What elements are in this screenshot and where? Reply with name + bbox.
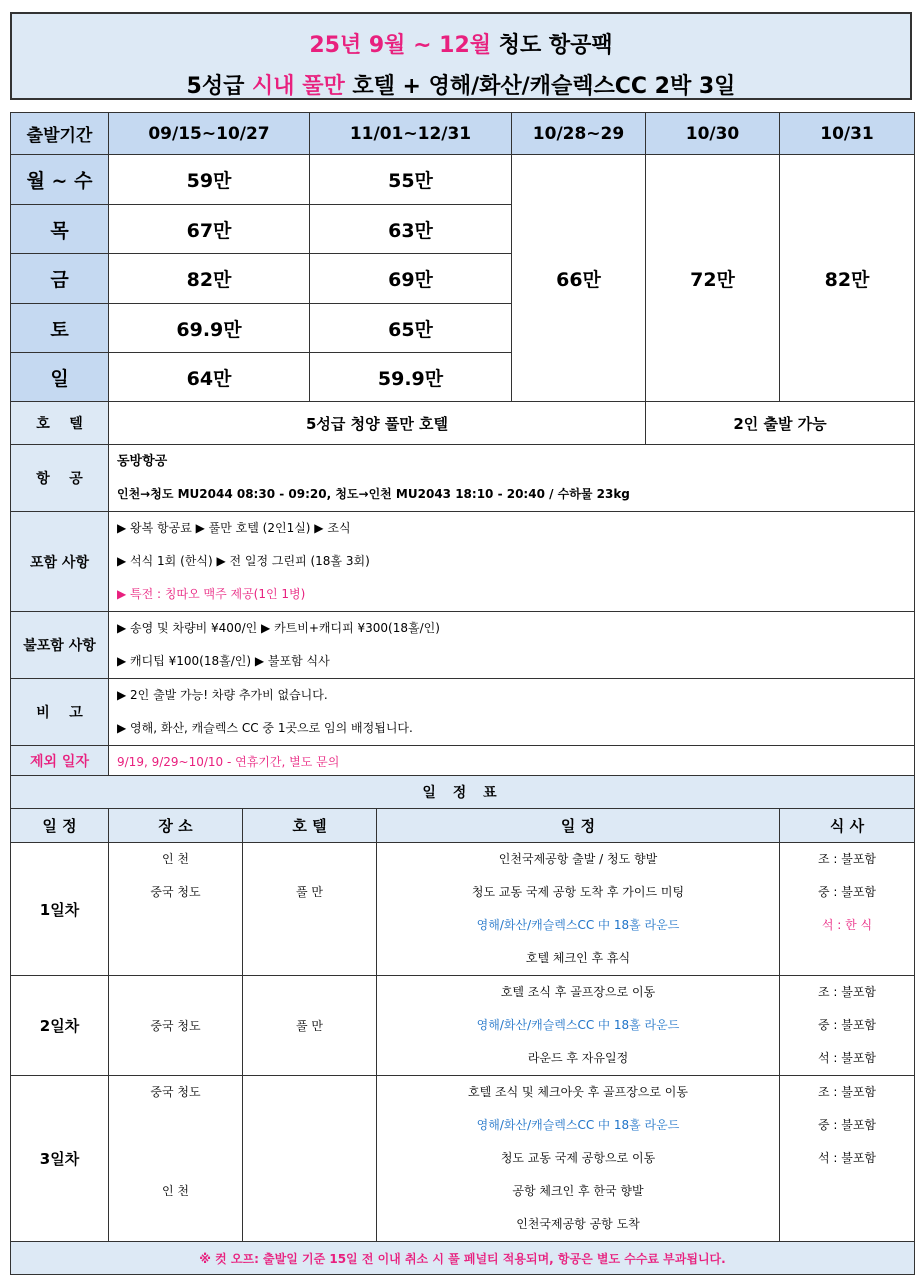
day2-meals xyxy=(780,976,915,1076)
cutoff-notice: ※ 컷 오프: 출발일 기준 15일 전 이내 취소 시 풀 페널티 적용되며, 항공은 별도 수수료 부과됩니다. xyxy=(11,1242,915,1275)
price-cell: 82만 xyxy=(109,254,310,304)
title-rest: 호텔 + 영해/화산/캐슬렉스CC 2박 3일 xyxy=(344,74,736,99)
day3-items xyxy=(377,1076,780,1242)
day1-hotel-cell xyxy=(243,843,377,976)
price-info-table xyxy=(10,112,915,777)
day-label: 목 xyxy=(11,205,109,254)
period-header: 10/28~29 xyxy=(512,113,646,155)
day-label: 금 xyxy=(11,254,109,304)
day-label: 일 xyxy=(11,353,109,402)
price-cell: 63만 xyxy=(310,205,512,254)
period-corner: 출발기간 xyxy=(11,113,109,155)
day2-hotel: 풀 만 xyxy=(243,976,377,1076)
price-cell: 59만 xyxy=(109,155,310,205)
title-line-1 xyxy=(12,28,910,59)
flight-label: 항 공 xyxy=(11,445,109,512)
schedule-header: 일 정 xyxy=(11,809,109,843)
price-cell: 65만 xyxy=(310,304,512,353)
itinerary-item: 라운드 후 자유일정 xyxy=(527,1051,629,1065)
period-header: 10/31 xyxy=(780,113,915,155)
title-hotel-highlight: 시내 풀만 xyxy=(252,74,345,99)
period-header: 10/30 xyxy=(646,113,780,155)
day3-hotel-cell xyxy=(243,1076,377,1242)
meal: 조 : 불포함 xyxy=(817,852,877,866)
itinerary-item: 호텔 체크인 후 휴식 xyxy=(525,951,631,965)
place: 중국 청도 xyxy=(150,1085,201,1099)
schedule-header: 호 텔 xyxy=(243,809,377,843)
remarks-line: ▶ 2인 출발 가능! 차량 추가비 없습니다. xyxy=(117,688,328,702)
title-banner xyxy=(10,12,912,100)
schedule-table xyxy=(10,775,915,1275)
place: 인 천 xyxy=(162,1184,189,1198)
excluded-line: ▶ 송영 및 차량비 ¥400/인 ▶ 카트비+캐디피 ¥300(18홀/인) xyxy=(117,621,440,635)
price-cell: 59.9만 xyxy=(310,353,512,402)
itinerary-item: 호텔 조식 후 골프장으로 이동 xyxy=(500,985,656,999)
title-grade: 5성급 xyxy=(186,74,253,99)
hotel-value: 5성급 청양 풀만 호텔 xyxy=(109,402,646,445)
meal: 조 : 불포함 xyxy=(817,985,877,999)
day3-places xyxy=(109,1076,243,1242)
day1-places xyxy=(109,843,243,976)
flight-detail: 인천→청도 MU2044 08:30 - 09:20, 청도→인천 MU2043 18:10 - 20:40 / 수하물 23kg xyxy=(117,487,630,501)
price-cell: 82만 xyxy=(780,155,915,402)
excluded-label: 불포함 사항 xyxy=(11,612,109,679)
schedule-header: 일 정 xyxy=(377,809,780,843)
schedule-header: 식 사 xyxy=(780,809,915,843)
price-cell: 69.9만 xyxy=(109,304,310,353)
day3-meals xyxy=(780,1076,915,1242)
flight-info xyxy=(109,445,915,512)
hotel-note: 2인 출발 가능 xyxy=(646,402,915,445)
price-cell: 55만 xyxy=(310,155,512,205)
place: 인 천 xyxy=(162,852,189,866)
schedule-header: 장 소 xyxy=(109,809,243,843)
included-label: 포함 사항 xyxy=(11,512,109,612)
period-header: 09/15~10/27 xyxy=(109,113,310,155)
schedule-title: 일 정 표 xyxy=(11,776,915,809)
day1-label: 1일차 xyxy=(11,843,109,976)
included-special: ▶ 특전 : 칭따오 맥주 제공(1인 1병) xyxy=(117,587,306,601)
price-cell: 64만 xyxy=(109,353,310,402)
airline-name: 동방항공 xyxy=(117,454,168,469)
period-header: 11/01~12/31 xyxy=(310,113,512,155)
day1-items xyxy=(377,843,780,976)
meal: 중 : 불포함 xyxy=(817,1018,877,1032)
meal: 조 : 불포함 xyxy=(817,1085,877,1099)
itinerary-item: 청도 교동 국제 공항으로 이동 xyxy=(500,1151,656,1165)
day1-meals xyxy=(780,843,915,976)
included-line: ▶ 왕복 항공료 ▶ 풀만 호텔 (2인1실) ▶ 조식 xyxy=(117,521,351,535)
price-cell: 69만 xyxy=(310,254,512,304)
itinerary-item-golf: 영해/화산/캐슬렉스CC 中 18홀 라운드 xyxy=(476,918,680,932)
remarks-info xyxy=(109,679,915,746)
day-label: 월 ~ 수 xyxy=(11,155,109,205)
hotel-name: 풀 만 xyxy=(296,885,323,899)
meal: 중 : 불포함 xyxy=(817,1118,877,1132)
included-info xyxy=(109,512,915,612)
price-cell: 66만 xyxy=(512,155,646,402)
day3-label: 3일차 xyxy=(11,1076,109,1242)
title-period: 25년 9월 ~ 12월 xyxy=(309,33,492,58)
itinerary-item: 인천국제공항 출발 / 청도 향발 xyxy=(498,852,658,866)
price-cell: 67만 xyxy=(109,205,310,254)
price-cell: 72만 xyxy=(646,155,780,402)
remarks-line: ▶ 영해, 화산, 캐슬렉스 CC 중 1곳으로 임의 배정됩니다. xyxy=(117,721,413,735)
day2-place: 중국 청도 xyxy=(109,976,243,1076)
meal: 석 : 불포함 xyxy=(817,1051,877,1065)
itinerary-item-golf: 영해/화산/캐슬렉스CC 中 18홀 라운드 xyxy=(476,1018,680,1032)
itinerary-item-golf: 영해/화산/캐슬렉스CC 中 18홀 라운드 xyxy=(476,1118,680,1132)
itinerary-item: 호텔 조식 및 체크아웃 후 골프장으로 이동 xyxy=(468,1085,688,1099)
title-product: 청도 항공팩 xyxy=(498,33,613,58)
day-label: 토 xyxy=(11,304,109,353)
day2-items xyxy=(377,976,780,1076)
title-line-2 xyxy=(12,69,910,100)
itinerary-item: 청도 교동 국제 공항 도착 후 가이드 미팅 xyxy=(471,885,685,899)
excluded-line: ▶ 캐디팁 ¥100(18홀/인) ▶ 불포함 식사 xyxy=(117,654,330,668)
day2-label: 2일차 xyxy=(11,976,109,1076)
itinerary-item: 공항 체크인 후 한국 향발 xyxy=(512,1184,644,1198)
itinerary-item: 인천국제공항 공항 도착 xyxy=(516,1217,640,1231)
excluded-dates-value: 9/19, 9/29~10/10 - 연휴기간, 별도 문의 xyxy=(109,746,915,777)
meal: 석 : 불포함 xyxy=(817,1151,877,1165)
meal-dinner: 석 : 한 식 xyxy=(821,918,873,932)
remarks-label: 비 고 xyxy=(11,679,109,746)
included-line: ▶ 석식 1회 (한식) ▶ 전 일정 그린피 (18홀 3회) xyxy=(117,554,370,568)
excluded-dates-label: 제외 일자 xyxy=(11,746,109,777)
place: 중국 청도 xyxy=(150,885,201,899)
excluded-info xyxy=(109,612,915,679)
meal: 중 : 불포함 xyxy=(817,885,877,899)
hotel-label: 호 텔 xyxy=(11,402,109,445)
